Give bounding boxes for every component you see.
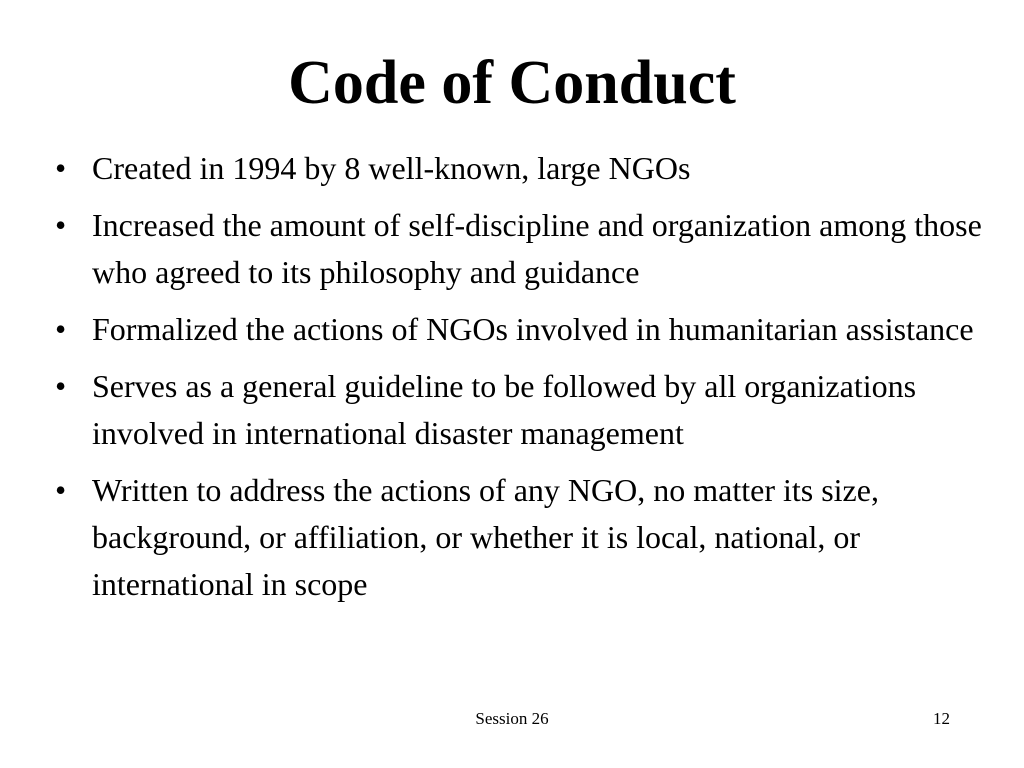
bullet-item [52,145,1002,192]
bullet-text: Increased the amount of self-discipline and organization among those who agreed to its philosophy and guidance [92,207,982,290]
bullet-icon: • [55,150,67,186]
bullet-text: Created in 1994 by 8 well-known, large NGOs [92,150,691,186]
footer-session: Session 26 [475,709,549,728]
bullet-icon: • [55,311,67,347]
footer-page-number: 12 [933,709,950,728]
bullet-item [52,363,1002,457]
bullet-item [52,306,1002,353]
bullet-icon: • [55,472,67,508]
bullet-icon: • [55,207,67,243]
bullet-text: Serves as a general guideline to be followed by all organizations involved in international disaster management [92,368,917,451]
slide-title: Code of Conduct [288,49,736,117]
bullet-item [52,467,1002,608]
bullet-item [52,202,1002,296]
bullet-icon: • [55,368,67,404]
bullet-text: Written to address the actions of any NGO, no matter its size, background, or affiliation, or whether it is local, national, or international in scope [92,472,879,602]
bullet-text: Formalized the actions of NGOs involved in humanitarian assistance [92,311,974,347]
bullet-list [52,145,1002,618]
